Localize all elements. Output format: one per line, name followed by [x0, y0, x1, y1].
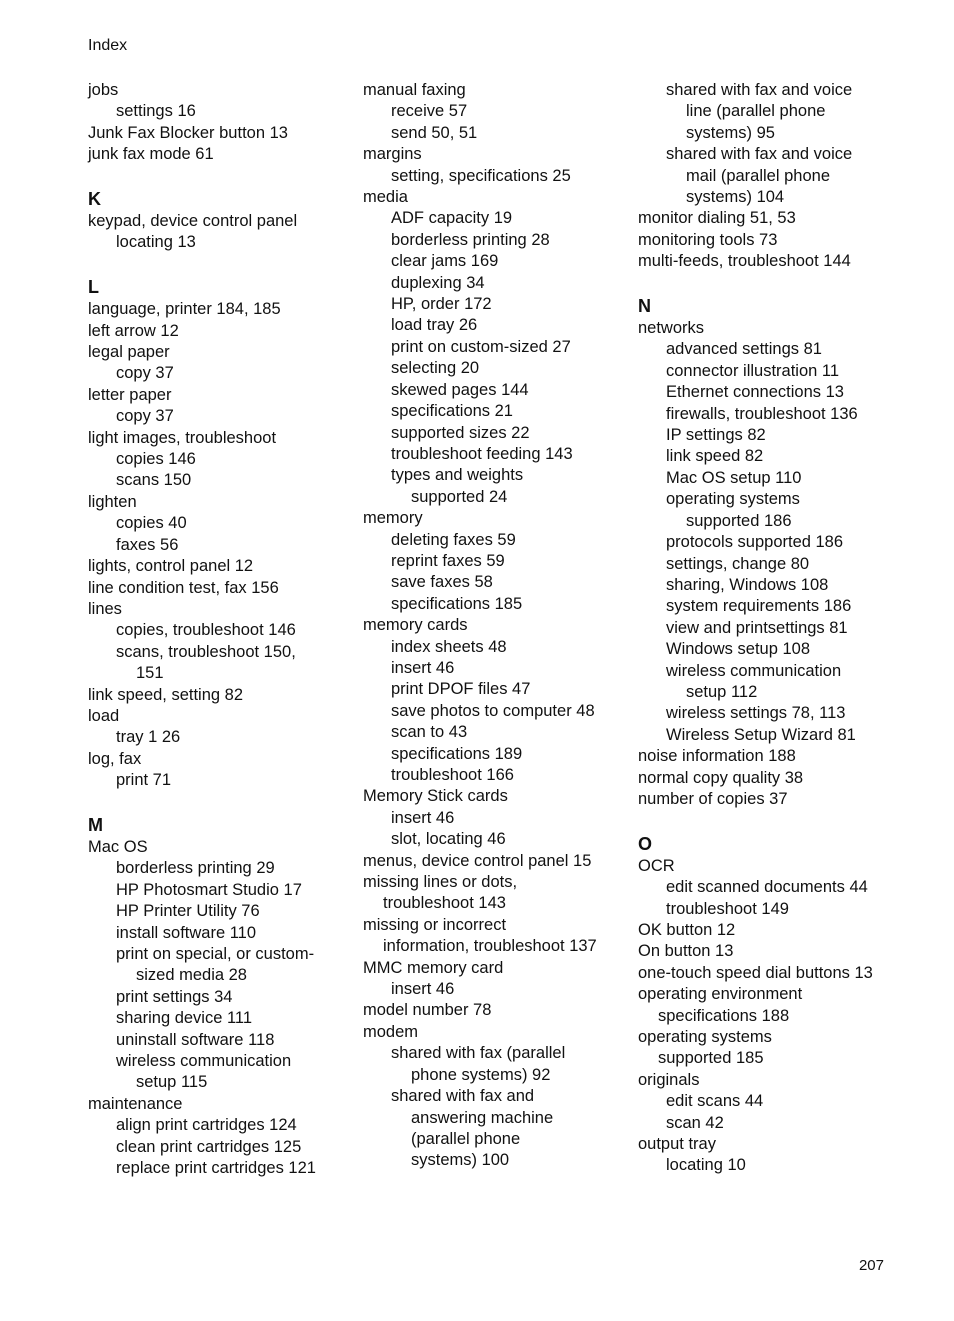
index-entry: letter paper: [88, 385, 172, 404]
index-subentry: print 71: [116, 771, 172, 790]
index-entry: On button 13: [638, 942, 734, 961]
index-entry: jobs: [88, 81, 119, 99]
running-header: Index: [88, 37, 128, 54]
index-subentry: troubleshoot 149: [666, 899, 789, 918]
index-subentry: wireless settings 78, 113: [666, 704, 846, 723]
index-subentry: specifications 185: [391, 594, 523, 613]
index-subentry: copy 37: [116, 407, 174, 426]
index-entry: junk fax mode 61: [88, 145, 214, 164]
index-entry: multi-feeds, troubleshoot 144: [638, 252, 851, 271]
index-entry: missing or incorrect: [363, 915, 507, 934]
index-entry: margins: [363, 145, 422, 164]
index-continuation: supported 186: [686, 511, 792, 530]
index-entry: Mac OS: [88, 837, 148, 856]
index-subentry: slot, locating 46: [391, 830, 506, 849]
index-entry: menus, device control panel 15: [363, 851, 592, 870]
index-subentry: receive 57: [391, 102, 468, 121]
index-subentry: insert 46: [391, 808, 455, 827]
index-entry: maintenance: [88, 1094, 183, 1113]
index-subentry: advanced settings 81: [666, 340, 822, 359]
section-letter: M: [88, 814, 103, 835]
index-subentry: HP Photosmart Studio 17: [116, 880, 302, 899]
index-subentry: settings 16: [116, 102, 196, 121]
index-entry: monitor dialing 51, 53: [638, 209, 796, 228]
section-letter: L: [88, 277, 99, 298]
index-subentry: save faxes 58: [391, 573, 493, 592]
index-entry: keypad, device control panel: [88, 212, 298, 231]
index-continuation: specifications 188: [658, 1006, 790, 1025]
index-subentry: Wireless Setup Wizard 81: [666, 725, 856, 744]
section-gap: [638, 273, 908, 294]
index-subentry: shared with fax and: [391, 1087, 535, 1106]
index-continuation: supported 24: [411, 487, 508, 506]
index-entry: log, fax: [88, 749, 142, 768]
index-subentry: Windows setup 108: [666, 640, 810, 659]
index-subentry: align print cartridges 124: [116, 1116, 297, 1135]
index-subentry: duplexing 34: [391, 273, 485, 292]
index-subentry: HP Printer Utility 76: [116, 902, 260, 921]
index-entry: Memory Stick cards: [363, 787, 508, 806]
index-subentry: types and weights: [391, 466, 524, 485]
index-entry: noise information 188: [638, 747, 796, 766]
index-subentry: print settings 34: [116, 987, 233, 1006]
index-subentry: troubleshoot feeding 143: [391, 444, 573, 463]
index-subentry: link speed 82: [666, 447, 764, 466]
index-subentry: Mac OS setup 110: [666, 468, 802, 487]
index-entry: left arrow 12: [88, 321, 179, 340]
index-subentry: settings, change 80: [666, 554, 810, 573]
index-subentry: locating 13: [116, 233, 196, 252]
index-subentry: replace print cartridges 121: [116, 1159, 316, 1178]
index-continuation: systems) 104: [686, 188, 785, 207]
index-entry: language, printer 184, 185: [88, 300, 281, 319]
index-entry: model number 78: [363, 1001, 492, 1020]
index-continuation: answering machine: [411, 1108, 554, 1127]
section-gap: [88, 166, 338, 187]
index-subentry: clean print cartridges 125: [116, 1137, 302, 1156]
index-continuation: phone systems) 92: [411, 1065, 551, 1084]
index-entry: OCR: [638, 856, 675, 875]
index-subentry: copies 40: [116, 514, 187, 533]
index-entry: line condition test, fax 156: [88, 578, 279, 597]
index-subentry: index sheets 48: [391, 637, 507, 656]
index-entry: OK button 12: [638, 921, 736, 939]
index-subentry: specifications 189: [391, 744, 523, 763]
section-gap: [638, 810, 908, 831]
index-subentry: save photos to computer 48: [391, 701, 595, 720]
index-subentry: troubleshoot 166: [391, 766, 514, 784]
index-subentry: print DPOF files 47: [391, 680, 531, 699]
index-subentry: skewed pages 144: [391, 380, 529, 399]
index-subentry: faxes 56: [116, 535, 179, 554]
page-number: 207: [858, 1257, 884, 1274]
index-subentry: load tray 26: [391, 316, 478, 335]
index-subentry: setting, specifications 25: [391, 166, 571, 185]
index-subentry: clear jams 169: [391, 252, 499, 271]
index-subentry: scan to 43: [391, 723, 468, 742]
index-entry: load: [88, 706, 120, 725]
index-subentry: sharing device 111: [116, 1009, 253, 1028]
index-subentry: borderless printing 29: [116, 859, 275, 878]
index-entry: number of copies 37: [638, 789, 788, 808]
index-entry: light images, troubleshoot: [88, 428, 277, 447]
index-continuation: line (parallel phone: [686, 102, 826, 121]
index-continuation: supported 185: [658, 1049, 764, 1068]
index-entry: operating environment: [638, 985, 803, 1004]
index-subentry: copies, troubleshoot 146: [116, 621, 296, 640]
index-subentry: system requirements 186: [666, 597, 852, 616]
index-entry: link speed, setting 82: [88, 685, 244, 704]
index-continuation: systems) 95: [686, 123, 775, 142]
index-subentry: edit scans 44: [666, 1092, 764, 1111]
index-continuation: systems) 100: [411, 1151, 510, 1170]
index-subentry: view and printsettings 81: [666, 618, 848, 637]
index-subentry: scans 150: [116, 471, 192, 490]
index-entry: lighten: [88, 492, 137, 511]
index-subentry: firewalls, troubleshoot 136: [666, 404, 858, 423]
index-subentry: shared with fax and voice: [666, 145, 853, 164]
section-gap: [88, 792, 338, 813]
index-subentry: borderless printing 28: [391, 230, 550, 249]
section-letter: N: [638, 296, 651, 317]
index-subentry: Ethernet connections 13: [666, 383, 844, 402]
index-entry: manual faxing: [363, 81, 466, 99]
index-continuation: troubleshoot 143: [383, 894, 506, 913]
index-subentry: edit scanned documents 44: [666, 878, 868, 897]
index-entry: legal paper: [88, 343, 170, 362]
section-letter: K: [88, 189, 101, 210]
index-subentry: locating 10: [666, 1156, 746, 1175]
index-subentry: operating systems: [666, 490, 800, 509]
index-continuation: 151: [136, 664, 164, 683]
index-subentry: reprint faxes 59: [391, 551, 505, 570]
index-subentry: insert 46: [391, 980, 455, 999]
index-subentry: connector illustration 11: [666, 361, 840, 380]
index-continuation: sized media 28: [136, 966, 247, 985]
index-continuation: setup 112: [686, 682, 758, 701]
index-entry: Junk Fax Blocker button 13: [88, 123, 288, 142]
index-entry: modem: [363, 1022, 419, 1041]
index-subentry: ADF capacity 19: [391, 209, 513, 228]
index-entry: lines: [88, 599, 122, 618]
index-continuation: mail (parallel phone: [686, 166, 830, 185]
section-letter: O: [638, 833, 653, 854]
index-subentry: copy 37: [116, 364, 174, 383]
index-continuation: (parallel phone: [411, 1129, 521, 1148]
index-subentry: selecting 20: [391, 359, 480, 378]
index-subentry: scans, troubleshoot 150,: [116, 642, 296, 661]
index-entry: memory cards: [363, 616, 468, 635]
index-continuation: information, troubleshoot 137: [383, 937, 597, 956]
index-entry: monitoring tools 73: [638, 230, 778, 249]
index-subentry: scan 42: [666, 1113, 724, 1132]
index-subentry: shared with fax and voice: [666, 81, 853, 99]
index-entry: normal copy quality 38: [638, 768, 804, 787]
index-subentry: deleting faxes 59: [391, 530, 516, 549]
index-column-3: [638, 80, 908, 1177]
index-subentry: IP settings 82: [666, 426, 766, 445]
index-subentry: print on custom-sized 27: [391, 337, 571, 356]
index-subentry: supported sizes 22: [391, 423, 530, 442]
section-gap: [88, 254, 338, 275]
index-subentry: install software 110: [116, 923, 257, 942]
index-subentry: print on special, or custom-: [116, 944, 315, 963]
index-entry: lights, control panel 12: [88, 557, 254, 576]
index-entry: output tray: [638, 1135, 716, 1154]
index-subentry: wireless communication: [116, 1052, 292, 1071]
index-subentry: copies 146: [116, 450, 196, 469]
index-entry: one-touch speed dial buttons 13: [638, 963, 873, 982]
index-subentry: shared with fax (parallel: [391, 1044, 566, 1063]
index-entry: MMC memory card: [363, 958, 504, 977]
index-subentry: wireless communication: [666, 661, 842, 680]
index-column-2: [363, 80, 623, 1172]
index-entry: operating systems: [638, 1028, 772, 1047]
index-subentry: sharing, Windows 108: [666, 575, 829, 594]
index-subentry: send 50, 51: [391, 123, 478, 142]
index-entry: originals: [638, 1070, 700, 1089]
index-subentry: protocols supported 186: [666, 533, 844, 552]
index-subentry: HP, order 172: [391, 295, 492, 314]
index-continuation: setup 115: [136, 1073, 208, 1092]
index-subentry: tray 1 26: [116, 728, 181, 747]
index-subentry: insert 46: [391, 658, 455, 677]
index-entry: missing lines or dots,: [363, 873, 518, 892]
index-subentry: uninstall software 118: [116, 1030, 275, 1049]
index-entry: networks: [638, 319, 705, 338]
index-column-1: [88, 80, 338, 1179]
index-entry: memory: [363, 509, 423, 528]
index-subentry: specifications 21: [391, 402, 513, 421]
index-entry: media: [363, 188, 408, 207]
